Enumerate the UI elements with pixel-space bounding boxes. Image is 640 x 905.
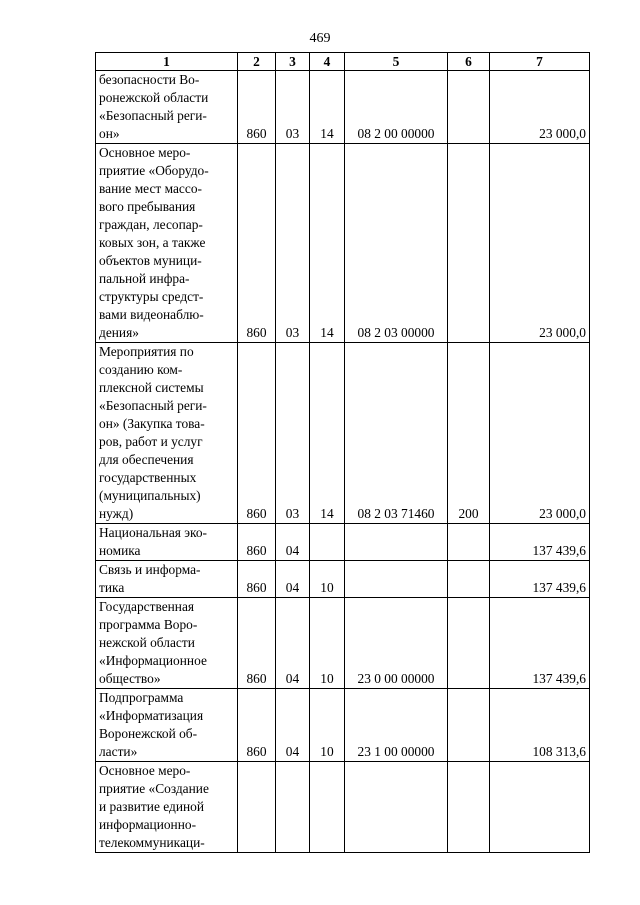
- cell-name-line: «Информационное: [99, 653, 207, 668]
- cell-pr: 14: [310, 71, 345, 144]
- table-row: [96, 598, 590, 689]
- cell-sum: 23 000,0: [490, 144, 590, 343]
- cell-sum: 108 313,6: [490, 689, 590, 762]
- cell-name-line: Мероприятия по: [99, 344, 194, 359]
- cell-name: [96, 71, 238, 144]
- cell-sum: 137 439,6: [490, 598, 590, 689]
- budget-table: [95, 52, 590, 853]
- cell-name-line: Подпрограмма: [99, 690, 184, 705]
- header-col-2: 2: [238, 53, 276, 71]
- cell-vr: [448, 71, 490, 144]
- cell-name: [96, 689, 238, 762]
- cell-csr: 08 2 03 00000: [345, 144, 448, 343]
- cell-name-line: вого пребывания: [99, 199, 196, 214]
- cell-name: [96, 343, 238, 524]
- cell-name-line: граждан, лесопар-: [99, 217, 203, 232]
- cell-name-line: общество»: [99, 671, 161, 686]
- cell-pr: 10: [310, 689, 345, 762]
- cell-name-line: тика: [99, 580, 125, 595]
- cell-csr: [345, 524, 448, 561]
- cell-ved: 860: [238, 343, 276, 524]
- cell-vr: [448, 144, 490, 343]
- cell-name-line: плексной системы: [99, 380, 204, 395]
- cell-rz: 04: [276, 561, 310, 598]
- cell-name-line: (муниципальных): [99, 488, 201, 503]
- header-col-4: 4: [310, 53, 345, 71]
- cell-name-line: пальной инфра-: [99, 271, 190, 286]
- cell-csr: 08 2 03 71460: [345, 343, 448, 524]
- cell-name-line: вами видеонаблю-: [99, 307, 204, 322]
- cell-csr: 23 1 00 00000: [345, 689, 448, 762]
- cell-ved: 860: [238, 561, 276, 598]
- cell-rz: 03: [276, 71, 310, 144]
- table-row: [96, 762, 590, 853]
- cell-name: [96, 598, 238, 689]
- cell-sum: [490, 762, 590, 853]
- cell-sum: 137 439,6: [490, 561, 590, 598]
- cell-pr: 10: [310, 561, 345, 598]
- cell-ved: 860: [238, 71, 276, 144]
- cell-name: [96, 561, 238, 598]
- cell-pr: 14: [310, 144, 345, 343]
- cell-vr: [448, 561, 490, 598]
- cell-name-line: приятие «Оборудо-: [99, 163, 209, 178]
- cell-name: [96, 762, 238, 853]
- cell-name: [96, 144, 238, 343]
- cell-ved: [238, 762, 276, 853]
- cell-name-line: «Безопасный реги-: [99, 108, 207, 123]
- cell-vr: 200: [448, 343, 490, 524]
- table-row: [96, 561, 590, 598]
- cell-name-line: структуры средст-: [99, 289, 204, 304]
- cell-pr: 10: [310, 598, 345, 689]
- cell-ved: 860: [238, 524, 276, 561]
- cell-name-line: государственных: [99, 470, 197, 485]
- cell-rz: 03: [276, 343, 310, 524]
- header-col-1: 1: [96, 53, 238, 71]
- cell-vr: [448, 598, 490, 689]
- cell-name-line: он» (Закупка това-: [99, 416, 205, 431]
- cell-csr: [345, 561, 448, 598]
- table-row: [96, 524, 590, 561]
- table-row: [96, 144, 590, 343]
- cell-name-line: объектов муници-: [99, 253, 202, 268]
- cell-pr: [310, 762, 345, 853]
- cell-sum: 137 439,6: [490, 524, 590, 561]
- table-row: [96, 343, 590, 524]
- table-body: [96, 71, 590, 853]
- table-row: [96, 71, 590, 144]
- cell-name-line: Воронежской об-: [99, 726, 198, 741]
- cell-name-line: Основное меро-: [99, 145, 191, 160]
- cell-name-line: ласти»: [99, 744, 138, 759]
- cell-ved: 860: [238, 598, 276, 689]
- cell-name-line: телекоммуникаци-: [99, 835, 205, 850]
- header-row: [96, 53, 590, 71]
- cell-rz: 04: [276, 598, 310, 689]
- cell-name-line: ров, работ и услуг: [99, 434, 203, 449]
- cell-name-line: нужд): [99, 506, 134, 521]
- cell-name-line: Связь и информа-: [99, 562, 201, 577]
- cell-sum: 23 000,0: [490, 71, 590, 144]
- cell-rz: 04: [276, 689, 310, 762]
- cell-name-line: программа Воро-: [99, 617, 198, 632]
- cell-ved: 860: [238, 144, 276, 343]
- header-col-3: 3: [276, 53, 310, 71]
- cell-rz: 03: [276, 144, 310, 343]
- cell-name-line: информационно-: [99, 817, 197, 832]
- cell-name-line: вание мест массо-: [99, 181, 202, 196]
- cell-name-line: и развитие единой: [99, 799, 205, 814]
- cell-vr: [448, 689, 490, 762]
- cell-name: [96, 524, 238, 561]
- cell-csr: [345, 762, 448, 853]
- cell-rz: 04: [276, 524, 310, 561]
- cell-name-line: «Безопасный реги-: [99, 398, 207, 413]
- cell-name-line: номика: [99, 543, 141, 558]
- cell-pr: 14: [310, 343, 345, 524]
- cell-name-line: для обеспечения: [99, 452, 194, 467]
- cell-sum: 23 000,0: [490, 343, 590, 524]
- cell-name-line: безопасности Во-: [99, 72, 200, 87]
- header-col-5: 5: [345, 53, 448, 71]
- cell-csr: 23 0 00 00000: [345, 598, 448, 689]
- cell-name-line: «Информатизация: [99, 708, 204, 723]
- cell-name-line: созданию ком-: [99, 362, 183, 377]
- cell-name-line: Национальная эко-: [99, 525, 208, 540]
- cell-name-line: приятие «Создание: [99, 781, 209, 796]
- cell-vr: [448, 524, 490, 561]
- cell-csr: 08 2 00 00000: [345, 71, 448, 144]
- cell-ved: 860: [238, 689, 276, 762]
- cell-name-line: нежской области: [99, 635, 195, 650]
- cell-name-line: ронежской области: [99, 90, 209, 105]
- header-col-7: 7: [490, 53, 590, 71]
- cell-pr: [310, 524, 345, 561]
- page-number: 469: [309, 31, 331, 46]
- cell-name-line: дения»: [99, 325, 139, 340]
- header-col-6: 6: [448, 53, 490, 71]
- cell-name-line: Государственная: [99, 599, 195, 614]
- cell-name-line: он»: [99, 126, 120, 141]
- cell-name-line: ковых зон, а также: [99, 235, 206, 250]
- cell-name-line: Основное меро-: [99, 763, 191, 778]
- cell-vr: [448, 762, 490, 853]
- table-row: [96, 689, 590, 762]
- cell-rz: [276, 762, 310, 853]
